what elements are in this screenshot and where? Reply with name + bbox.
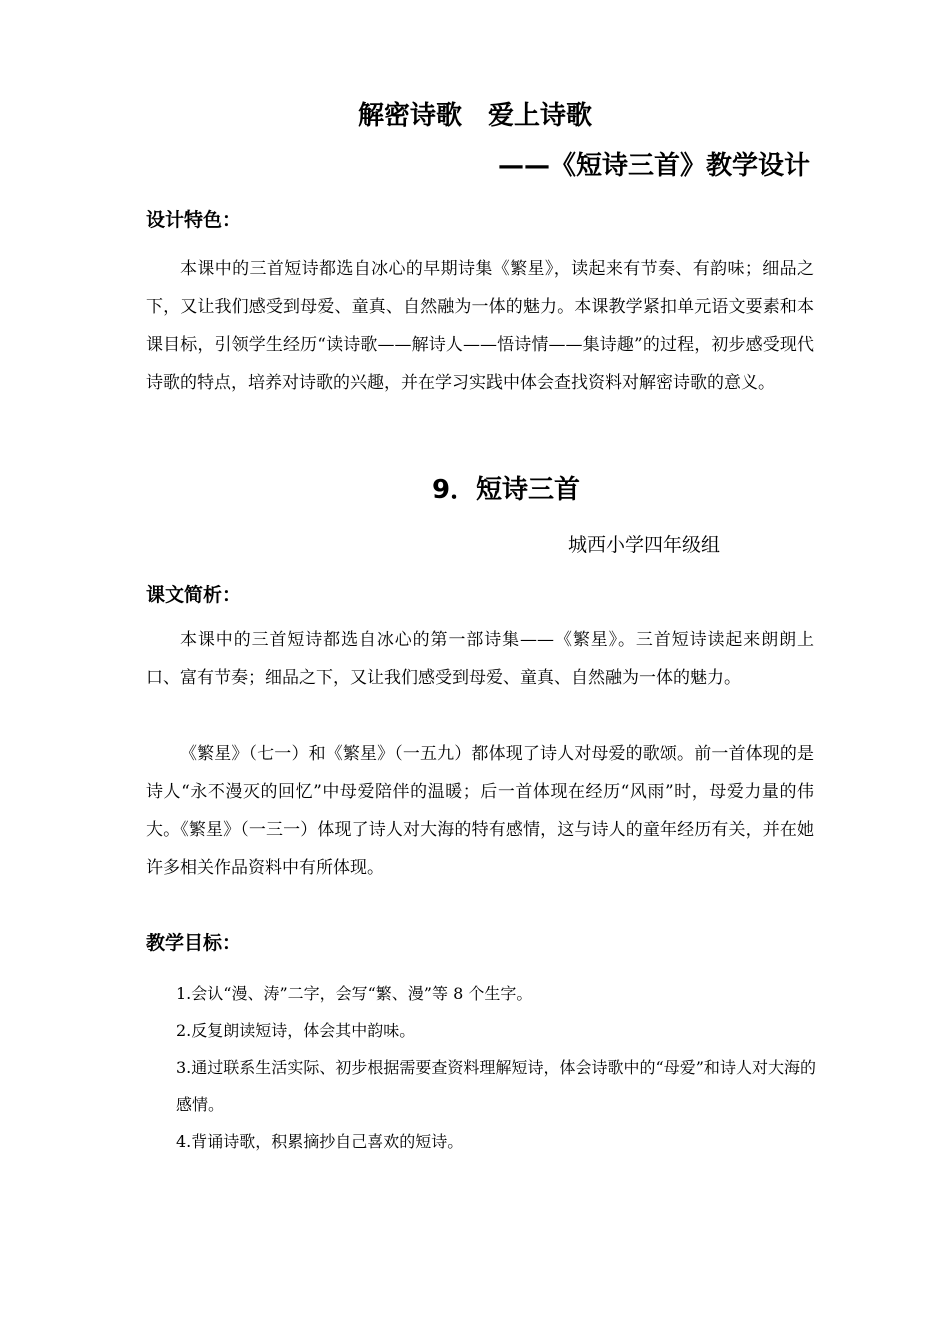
design-features-paragraph: 本课中的三首短诗都选自冰心的早期诗集《繁星》，读起来有节奏、有韵味；细品之下，又让我们感受到母爱、童真、自然融为一体的魅力。本课教学紧扣单元语文要素和本课目标，引领学生经历“读诗歌——解诗人——悟诗情——集诗趣”的过程，初步感受现代诗歌的特点，培养对诗歌的兴趣，并在学习实践中体会查找资料对解密诗歌的意义。 (146, 259, 814, 393)
author-line: 城西小学四年级组 (568, 534, 721, 556)
teaching-goals-heading: 教学目标： (146, 932, 242, 954)
teaching-goal-item: 1.会认“漫、涛”二字，会写“繁、漫”等 8 个生字。 (176, 984, 533, 1003)
text-analysis-paragraph-2: 《繁星》（七一）和《繁星》（一五九）都体现了诗人对母爱的歌颂。前一首体现的是诗人“永不漫灭的回忆”中母爱陪伴的温暖；后一首体现在经历“风雨”时，母爱力量的伟大。《繁星》（一三一）体现了诗人对大海的特有感情，这与诗人的童年经历有关，并在她许多相关作品资料中有所体现。 (146, 744, 814, 878)
design-features-heading: 设计特色： (146, 209, 242, 231)
teaching-goal-item: 3.通过联系生活实际、初步根据需要查资料理解短诗，体会诗歌中的“母爱”和诗人对大海的感情。 (176, 1058, 816, 1114)
lesson-title: 9．短诗三首 (431, 475, 581, 505)
text-analysis-paragraph-1: 本课中的三首短诗都选自冰心的第一部诗集——《繁星》。三首短诗读起来朗朗上口、富有节奏；细品之下，又让我们感受到母爱、童真、自然融为一体的魅力。 (146, 630, 814, 688)
teaching-goal-item: 2.反复朗读短诗，体会其中韵味。 (176, 1021, 416, 1040)
teaching-goals-list (176, 975, 816, 1160)
document-subtitle: ——《短诗三首》教学设计 (497, 151, 810, 181)
document-title: 解密诗歌 爱上诗歌 (357, 101, 592, 131)
teaching-goal-item: 4.背诵诗歌，积累摘抄自己喜欢的短诗。 (176, 1132, 464, 1151)
text-analysis-heading: 课文简析： (146, 584, 242, 606)
